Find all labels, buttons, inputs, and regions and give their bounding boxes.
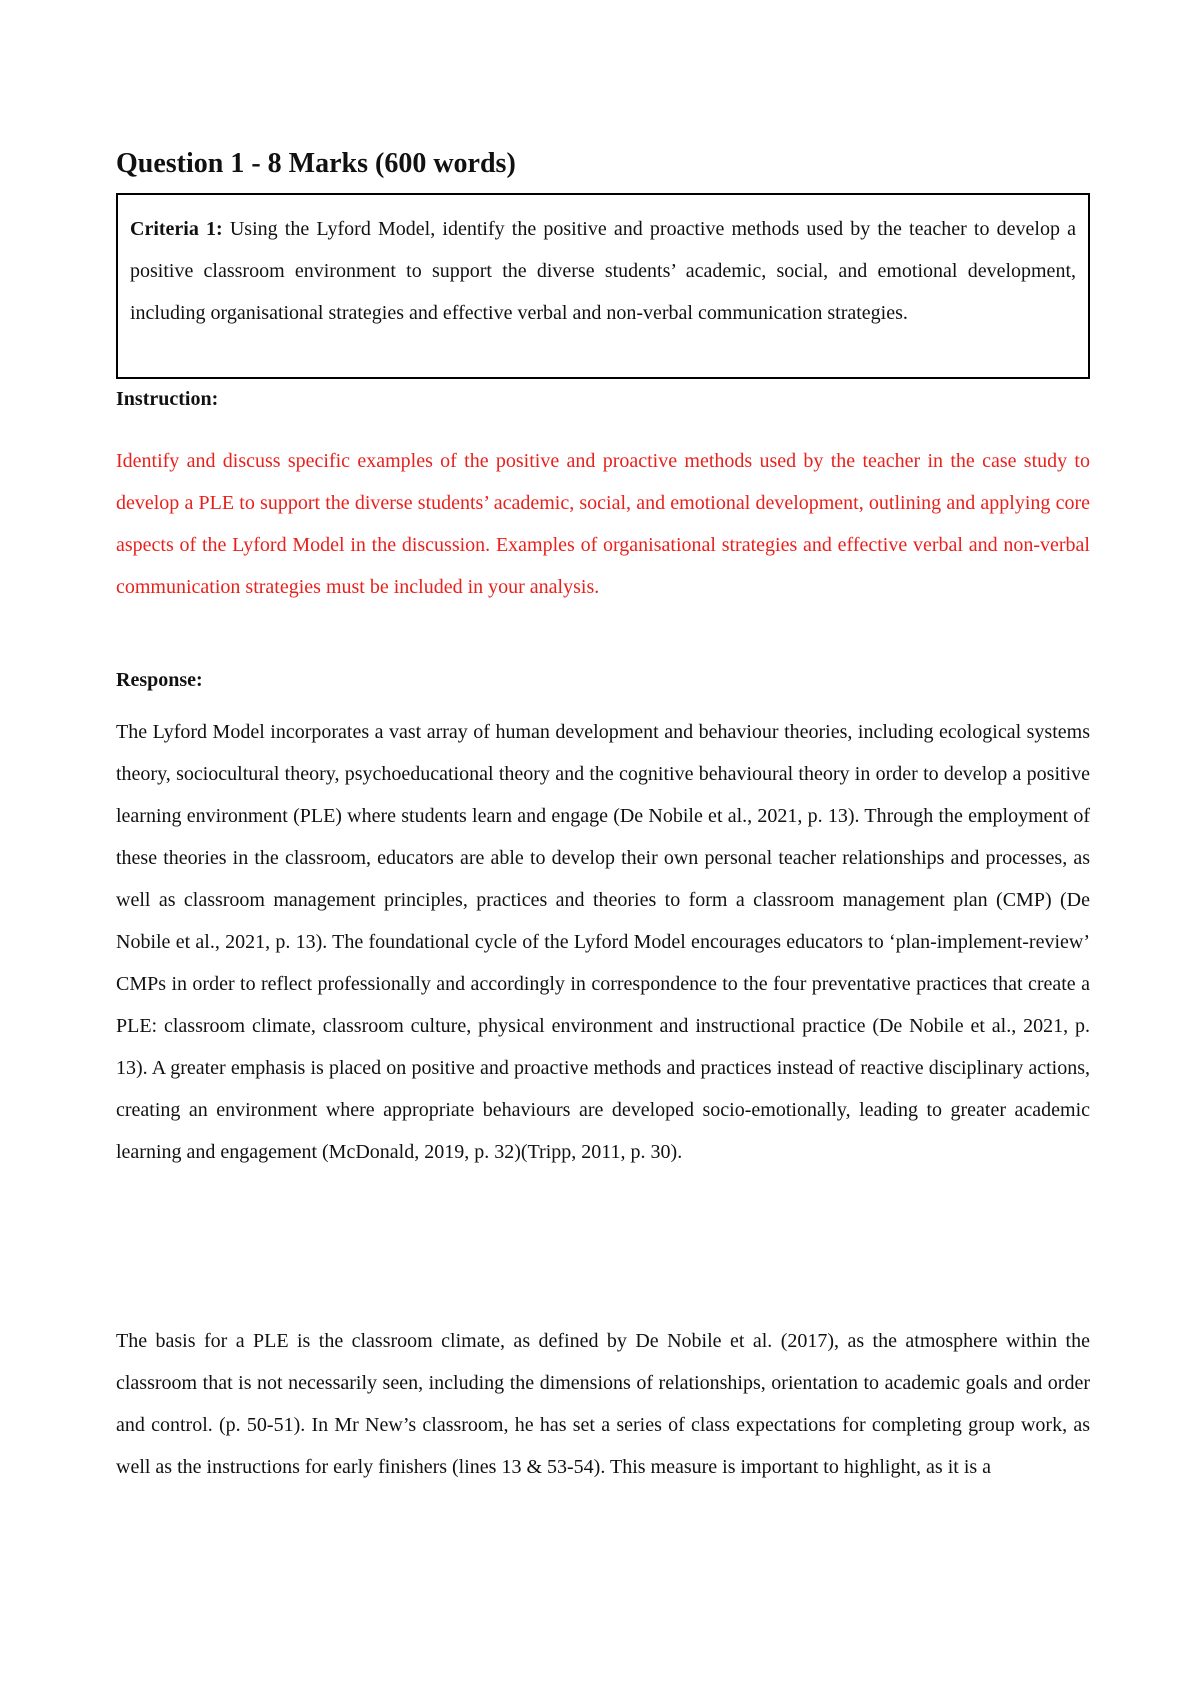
criteria-label: Criteria 1: [130, 218, 223, 240]
criteria-box [116, 193, 1090, 379]
response-paragraph: The Lyford Model incorporates a vast array of human development and behaviour theories, including ecological systems theory, sociocultural theory, psychoeducational theory and the cognitive behavioural theory in order to develop a positive learning environment (PLE) where students learn and engage (De Nobile et al., 2021, p. 13). Through the employment of these theories in the classroom, educators are able to develop their own personal teacher relationships and processes, as well as classroom management principles, practices and theories to form a classroom management plan (CMP) (De Nobile et al., 2021, p. 13). The foundational cycle of the Lyford Model encourages educators to ‘plan-implement-review’ CMPs in order to reflect professionally and accordingly in correspondence to the four preventative practices that create a PLE: classroom climate, classroom culture, physical environment and instructional practice (De Nobile et al., 2021, p. 13). A greater emphasis is placed on positive and proactive methods and practices instead of reactive disciplinary actions, creating an environment where appropriate behaviours are developed socio-emotionally, leading to greater academic learning and engagement (McDonald, 2019, p. 32)(Tripp, 2011, p. 30). [116, 721, 1090, 1163]
instruction-label: Instruction: [116, 388, 219, 410]
response-paragraph: The basis for a PLE is the classroom climate, as defined by De Nobile et al. (2017), as the atmosphere within the classroom that is not necessarily seen, including the dimensions of relationships, orientation to academic goals and order and control. (p. 50-51). In Mr New’s classroom, he has set a series of class expectations for completing group work, as well as the instructions for early finishers (lines 13 & 53-54). This measure is important to highlight, as it is a [116, 1330, 1090, 1478]
instruction-text: Identify and discuss specific examples of the positive and proactive methods used by the teacher in the case study to develop a PLE to support the diverse students’ academic, social, and emotional development, outlining and applying core aspects of the Lyford Model in the discussion. Examples of organisational strategies and effective verbal and non-verbal communication strategies must be included in your analysis. [116, 450, 1090, 598]
question-heading: Question 1 - 8 Marks (600 words) [116, 148, 516, 179]
response-label: Response: [116, 669, 203, 691]
criteria-text: Using the Lyford Model, identify the positive and proactive methods used by the teacher to develop a positive classroom environment to support the diverse students’ academic, social, and emotional development, including organisational strategies and effective verbal and non-verbal communication strategies. [130, 218, 1076, 324]
